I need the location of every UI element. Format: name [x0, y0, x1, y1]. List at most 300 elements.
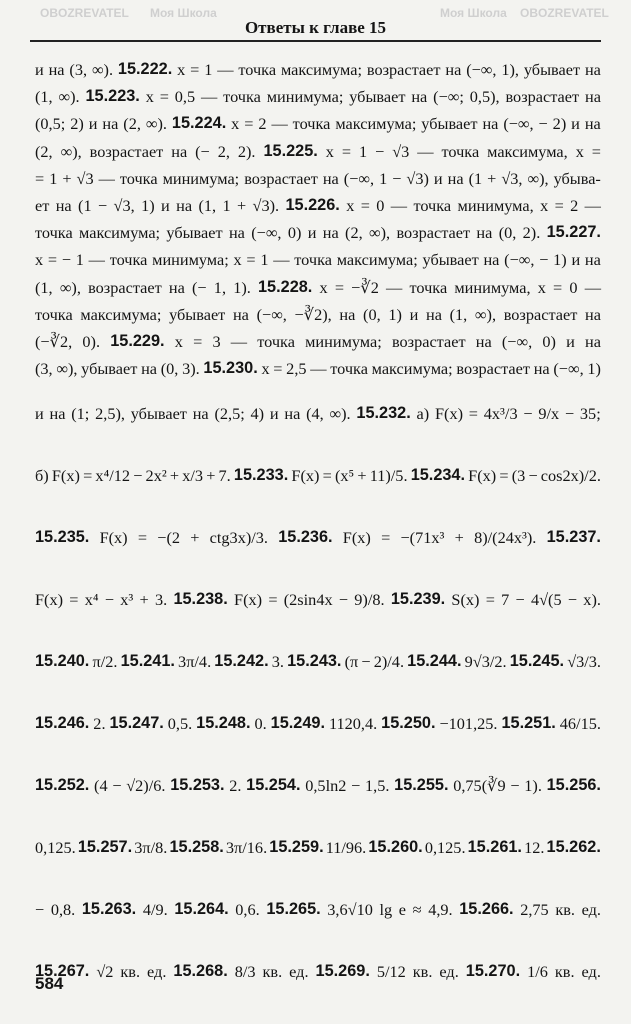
word: = — [273, 359, 283, 379]
word: возрастает — [505, 87, 580, 107]
word: = — [322, 465, 332, 485]
word: − — [510, 775, 520, 795]
word: x — [177, 60, 186, 79]
word: 1 — [358, 141, 368, 161]
word: — — [386, 277, 403, 297]
text-line-5 — [35, 165, 601, 192]
word: 4x³/3 — [483, 403, 518, 423]
word: б) — [35, 465, 49, 485]
word: √3/3. — [567, 651, 601, 671]
word: 15.232. — [356, 403, 411, 422]
word: на — [445, 60, 462, 79]
word: минимума; — [162, 168, 240, 188]
word: + — [190, 527, 200, 547]
watermark-moya-shkola: Моя Школа — [150, 6, 217, 20]
word: — — [230, 331, 248, 351]
word: x). — [583, 589, 601, 609]
word: точка — [441, 141, 480, 161]
word: 15.243. — [287, 651, 342, 670]
word: 15.242. — [214, 651, 269, 670]
word: 15.267. — [35, 961, 90, 980]
word: ≈ — [412, 899, 422, 919]
word: на — [176, 195, 193, 215]
word: 15.249. — [270, 713, 325, 732]
word: = — [499, 465, 509, 485]
word: x⁴ — [84, 589, 99, 609]
word: e — [398, 899, 407, 919]
word: √3, — [113, 195, 135, 215]
word: 1). — [233, 277, 251, 297]
word: (4 — [94, 775, 108, 795]
word: 15.230. — [203, 359, 258, 378]
word: √3 — [392, 141, 410, 161]
word: (2,5; — [214, 403, 245, 423]
word: (1; — [71, 403, 90, 423]
word: ∞), — [369, 223, 391, 243]
word: x — [540, 195, 549, 215]
word: x — [231, 114, 240, 134]
word: на — [584, 87, 601, 107]
word: ∞), — [474, 304, 497, 324]
word: (−∞, — [251, 223, 282, 243]
word: (2, — [123, 114, 141, 134]
word: 1 — [260, 250, 269, 270]
word: на — [102, 114, 119, 134]
word: 0) — [542, 331, 556, 351]
word: 0 — [376, 195, 385, 215]
word: убывает — [166, 223, 223, 243]
word: точка — [294, 250, 332, 270]
word: = — [35, 168, 45, 188]
word: 2, — [217, 141, 230, 161]
word: = — [591, 141, 601, 161]
word: 3π/4. — [178, 651, 212, 671]
word: + — [236, 195, 247, 215]
word: ет — [35, 195, 50, 215]
word: − — [361, 651, 371, 671]
word: и — [571, 114, 580, 134]
word: кв. — [120, 961, 141, 981]
word: −∛2 — [351, 277, 379, 297]
word: на — [425, 304, 442, 324]
word: 7 — [501, 589, 510, 609]
word: точка — [409, 277, 448, 297]
text-line-11 — [35, 328, 601, 355]
word: на — [192, 403, 209, 423]
word: убыва- — [553, 168, 601, 188]
formula-line-21 — [35, 878, 601, 940]
word: (− — [195, 141, 210, 161]
word: 0) — [287, 223, 302, 243]
word: 2). — [522, 223, 541, 243]
word: 15.270. — [465, 961, 521, 980]
word: возрастает — [88, 277, 162, 297]
word: cos2x)/2. — [540, 465, 601, 485]
word: − — [567, 589, 578, 609]
word: √2 — [96, 961, 114, 981]
word: минимума; — [266, 87, 344, 107]
word: 15.244. — [407, 651, 462, 670]
formula-line-22 — [35, 940, 601, 1002]
text-line-3 — [35, 110, 601, 137]
word: 2. — [93, 713, 106, 733]
word: −101,25. — [439, 713, 498, 733]
word: = — [83, 465, 93, 485]
word: 0,125. — [35, 837, 76, 857]
word: — — [584, 195, 601, 215]
word: 15.222. — [117, 60, 173, 78]
formula-line-14 — [35, 444, 601, 506]
word: 1 — [75, 250, 84, 270]
word: 15.256. — [546, 775, 601, 794]
word: и — [35, 403, 44, 423]
word: на — [584, 114, 601, 134]
word: (1, — [449, 304, 468, 324]
word: 0,125. — [424, 837, 466, 857]
formula-line-19 — [35, 754, 601, 816]
word: − — [104, 589, 114, 609]
word: 0. — [254, 713, 267, 733]
word: 15.228. — [258, 277, 313, 296]
word: 11)/5. — [369, 465, 408, 485]
word: (x⁵ — [334, 465, 355, 485]
word: 15.261. — [467, 837, 522, 856]
word: на — [411, 87, 428, 107]
word: 4,9. — [428, 899, 453, 919]
word: и — [35, 60, 44, 79]
word: = — [190, 60, 200, 79]
word: −(71x³ — [400, 527, 445, 547]
word: (2, — [35, 141, 53, 161]
word: (−∛2, — [35, 331, 73, 351]
word: 4/9. — [142, 899, 168, 919]
word: (1, — [35, 277, 53, 297]
word: максимума; — [371, 359, 453, 379]
word: (−∞, — [504, 250, 535, 270]
word: = — [137, 527, 148, 547]
word: — — [390, 195, 408, 215]
word: (0,5; — [35, 114, 66, 134]
word: = — [268, 589, 278, 609]
word: ∞). — [329, 403, 351, 423]
word: возрастает — [89, 141, 164, 161]
word: − — [564, 403, 575, 423]
word: 0,5 — [174, 87, 196, 107]
text-line-4 — [35, 138, 601, 165]
word: убывает — [130, 403, 187, 423]
word: точка — [223, 87, 261, 107]
word: 46/15. — [559, 713, 601, 733]
word: кв. — [554, 961, 575, 981]
word: 3,6√10 — [327, 899, 373, 919]
word: 15.259. — [269, 837, 324, 856]
word: минимума; — [152, 250, 229, 270]
word: 0,5ln2 — [305, 775, 347, 795]
word: √3). — [252, 195, 280, 215]
word: на — [322, 168, 339, 188]
word: ∞). — [145, 114, 167, 134]
word: √2)/6. — [126, 775, 166, 795]
word: точка — [413, 195, 452, 215]
word: 2)/4. — [373, 651, 405, 671]
word: ∞), — [59, 277, 81, 297]
word: на — [585, 304, 601, 324]
word: на — [49, 403, 66, 423]
formula-line-17 — [35, 630, 601, 692]
word: кв. — [555, 899, 575, 919]
word: (−∞, — [343, 168, 375, 188]
word: 15.262. — [546, 837, 601, 856]
watermark-obozrevatel-2: OBOZREVATEL — [520, 6, 609, 20]
word: (−∞, — [553, 359, 584, 379]
word: — — [273, 250, 290, 270]
word: 2,5 — [286, 359, 307, 379]
word: — — [584, 277, 601, 297]
word: S(x) — [451, 589, 480, 609]
word: 15.258. — [169, 837, 224, 856]
word: на — [141, 359, 158, 379]
word: на — [482, 114, 499, 134]
word: √3, — [501, 168, 523, 188]
word: 15.257. — [77, 837, 133, 856]
word: − — [523, 403, 533, 423]
word: x — [346, 195, 355, 215]
word: −∛2), — [294, 304, 332, 324]
word: (−∞, — [466, 60, 497, 79]
word: (−∞, — [503, 114, 534, 134]
word: = — [193, 331, 203, 351]
word: F(x) — [468, 465, 497, 485]
word: 3. — [271, 651, 284, 671]
word: на — [584, 60, 601, 79]
word: 1 — [222, 195, 231, 215]
word: F(x) — [99, 527, 128, 547]
word: 0,5. — [167, 713, 193, 733]
word: ед. — [439, 961, 459, 981]
word: + — [487, 168, 497, 188]
word: минимума; — [305, 331, 382, 351]
word: 2) — [552, 114, 567, 134]
word: — — [310, 359, 327, 379]
word: x — [233, 250, 242, 270]
word: (1 — [468, 168, 483, 188]
word: + — [169, 465, 180, 485]
word: 15.263. — [81, 899, 137, 918]
word: 1, — [213, 277, 227, 297]
word: на — [585, 331, 601, 351]
word: возрастает — [391, 331, 466, 351]
word: ед. — [147, 961, 167, 981]
word: на — [48, 60, 65, 79]
word: точка — [330, 359, 368, 379]
word: возрастает — [456, 359, 530, 379]
word: на — [228, 223, 245, 243]
word: на — [447, 168, 464, 188]
word: 1). — [524, 775, 542, 795]
word: − — [97, 195, 108, 215]
word: x — [325, 141, 334, 161]
word: = — [47, 250, 58, 270]
word: 1 — [204, 60, 213, 79]
word: максимума, — [487, 141, 568, 161]
word: (1, — [198, 195, 217, 215]
word: 1,5. — [365, 775, 390, 795]
word: 2x² — [145, 465, 167, 485]
word: + — [139, 589, 149, 609]
word: x — [575, 141, 584, 161]
word: (0, — [363, 304, 381, 324]
word: (3, — [69, 60, 88, 79]
text-line-1 — [35, 56, 601, 83]
word: 7. — [218, 465, 231, 485]
word: − — [61, 250, 72, 270]
word: (1 — [78, 195, 92, 215]
word: ∞). — [91, 60, 114, 79]
text-line-9 — [35, 274, 601, 301]
word: 15.247. — [109, 713, 164, 732]
word: возрастает — [396, 223, 471, 243]
word: + — [206, 465, 216, 485]
word: — — [271, 114, 288, 134]
word: 0,5), — [469, 87, 500, 107]
word: возрастает — [244, 168, 318, 188]
word: (− — [192, 277, 207, 297]
text-line-7 — [35, 219, 601, 246]
word: F(x) — [234, 589, 263, 609]
word: − — [528, 465, 538, 485]
word: точка — [292, 114, 331, 134]
word: (2sin4x — [283, 589, 333, 609]
word: точка — [35, 304, 73, 324]
word: возрастает — [503, 304, 578, 324]
word: возрастает — [366, 60, 441, 79]
word: x/3 — [182, 465, 204, 485]
word: (4, — [306, 403, 324, 423]
word: 15.269. — [315, 961, 370, 980]
word: − — [538, 114, 548, 134]
word: 1), — [501, 60, 519, 79]
word: (−∞, — [256, 304, 287, 324]
word: 15.241. — [120, 651, 175, 670]
word: 15.254. — [246, 775, 301, 794]
word: 3 — [212, 331, 221, 351]
word: (−∞; — [433, 87, 464, 107]
word: x — [537, 277, 546, 297]
word: и — [433, 168, 443, 188]
word: 3π/8. — [134, 837, 168, 857]
word: ∞), — [60, 141, 82, 161]
word: (1, — [35, 87, 53, 107]
word: = — [159, 87, 169, 107]
word: x³ — [120, 589, 134, 609]
word: ∞). — [58, 87, 80, 107]
word: 15.246. — [35, 713, 90, 732]
word: F(x) — [51, 465, 80, 485]
word: 15.226. — [285, 195, 340, 214]
word: 15.245. — [509, 651, 565, 670]
word: 15.260. — [368, 837, 423, 856]
word: на — [232, 304, 249, 324]
word: на — [584, 250, 601, 270]
word: ∞), — [56, 359, 78, 379]
formula-line-16 — [35, 568, 601, 630]
word: − — [351, 775, 361, 795]
word: минимума, — [454, 277, 531, 297]
text-line-6 — [35, 192, 601, 219]
word: − — [112, 775, 122, 795]
word: — — [217, 60, 234, 79]
word: 35; — [579, 403, 601, 423]
word: кв. — [412, 961, 433, 981]
word: точка — [35, 223, 73, 243]
word: 15.225. — [263, 141, 318, 160]
word: 15.265. — [266, 899, 321, 918]
word: максимума; — [280, 60, 362, 79]
word: 15.236. — [278, 527, 333, 546]
word: — — [88, 250, 105, 270]
word: − — [392, 168, 402, 188]
text-line-8 — [35, 246, 601, 273]
text-line-12 — [35, 355, 601, 382]
word: 15.240. — [35, 651, 90, 670]
word: = — [468, 403, 478, 423]
word: = — [553, 277, 563, 297]
word: — — [417, 141, 434, 161]
word: — — [201, 87, 218, 107]
word: 8)/(24x³). — [474, 527, 537, 547]
word: 0,8. — [50, 899, 76, 919]
word: 15.238. — [173, 589, 228, 608]
word: 2 — [258, 114, 267, 134]
word: на — [168, 277, 185, 297]
watermark-moya-shkola-2: Моя Школа — [440, 6, 507, 20]
page-number: 584 — [35, 974, 64, 993]
word: ед. — [581, 899, 601, 919]
word: x — [145, 87, 154, 107]
text-line-2 — [35, 83, 601, 110]
word: убывает — [421, 114, 478, 134]
word: 3). — [182, 359, 200, 379]
word: 4) — [250, 403, 265, 423]
word: − — [338, 589, 349, 609]
word: и — [571, 250, 581, 270]
word: точка — [257, 331, 295, 351]
watermark-obozrevatel: OBOZREVATEL — [40, 6, 129, 20]
word: и — [269, 403, 279, 423]
word: 1) — [553, 250, 567, 270]
word: максимума; — [79, 223, 161, 243]
word: 3π/16. — [225, 837, 268, 857]
word: 0,75(∛9 — [453, 775, 506, 795]
word: 1/6 — [527, 961, 548, 981]
word: точка — [119, 168, 158, 188]
word: 15.237. — [546, 527, 601, 546]
word: ед. — [581, 961, 601, 981]
word: = — [246, 250, 256, 270]
text-line-10 — [35, 301, 601, 328]
word: − — [375, 141, 385, 161]
word: x — [319, 277, 328, 297]
word: ctg3x)/3. — [209, 527, 268, 547]
word: 1 — [379, 168, 388, 188]
word: 15.268. — [173, 961, 228, 980]
word: 0,6. — [235, 899, 260, 919]
word: максимума; — [336, 250, 418, 270]
word: + — [454, 527, 464, 547]
word: 8/3 — [234, 961, 256, 981]
word: максимума; — [80, 304, 162, 324]
word: 1 — [49, 168, 58, 188]
